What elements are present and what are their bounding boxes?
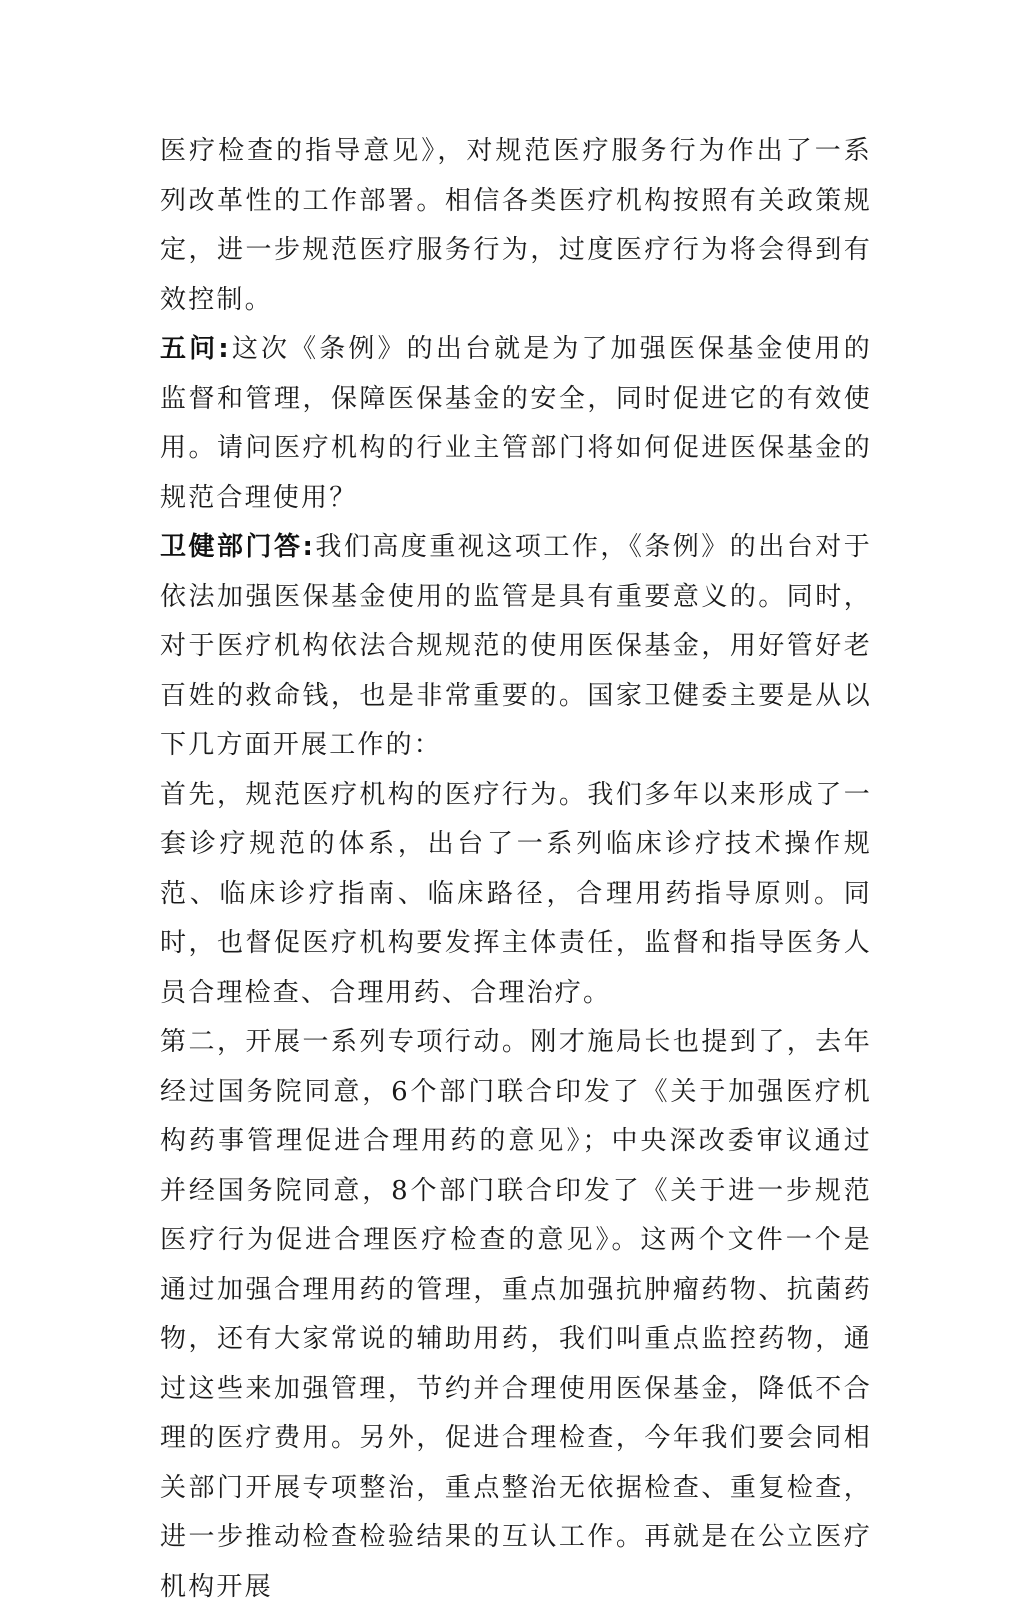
paragraph-text: 第二，开展一系列专项行动。刚才施局长也提到了，去年经过国务院同意，6个部门联合印发了《关于加强医疗机构药事管理促进合理用药的意见》；中央深改委审议通过并经国务院同意，8个部门联合印发了《关于进一步规范医疗行为促进合理医疗检查的意见》。这两个文件一个是通过加强合理用药的管理，重点加强抗肿瘤药物、抗菌药物，还有大家常说的辅助用药，我们叫重点监控药物，通过这些来加强管理，节约并合理使用医保基金，降低不合理的医疗费用。另外，促进合理检查，今年我们要会同相关部门开展专项整治，重点整治无依据检查、重复检查，进一步推动检查检验结果的互认工作。再就是在公立医疗机构开展 [160,1027,872,1602]
paragraph-first-point [160,771,872,1019]
document-body [160,127,872,1612]
paragraph-text: 医疗检查的指导意见》，对规范医疗服务行为作出了一系列改革性的工作部署。相信各类医疗机构按照有关政策规定，进一步规范医疗服务行为，过度医疗行为将会得到有效控制。 [160,136,872,315]
paragraph-text: 我们高度重视这项工作，《条例》的出台对于依法加强医保基金使用的监管是具有重要意义的。同时，对于医疗机构依法合规规范的使用医保基金，用好管好老百姓的救命钱，也是非常重要的。国家卫健委主要是从以下几方面开展工作的： [160,532,872,760]
paragraph-text: 首先，规范医疗机构的医疗行为。我们多年以来形成了一套诊疗规范的体系，出台了一系列临床诊疗技术操作规范、临床诊疗指南、临床路径，合理用药指导原则。同时，也督促医疗机构要发挥主体责任，监督和指导医务人员合理检查、合理用药、合理治疗。 [160,779,872,1008]
paragraph-second-point [160,1018,872,1612]
paragraph-text: 这次《条例》的出台就是为了加强医保基金使用的监督和管理，保障医保基金的安全，同时促进它的有效使用。请问医疗机构的行业主管部门将如何促进医保基金的规范合理使用？ [160,334,873,513]
paragraph-health-dept-answer [160,523,872,771]
paragraph-question-five [160,325,872,523]
paragraph-continuation [160,127,872,325]
answer-label: 卫健部门答: [160,532,316,562]
question-label: 五问: [160,334,231,364]
